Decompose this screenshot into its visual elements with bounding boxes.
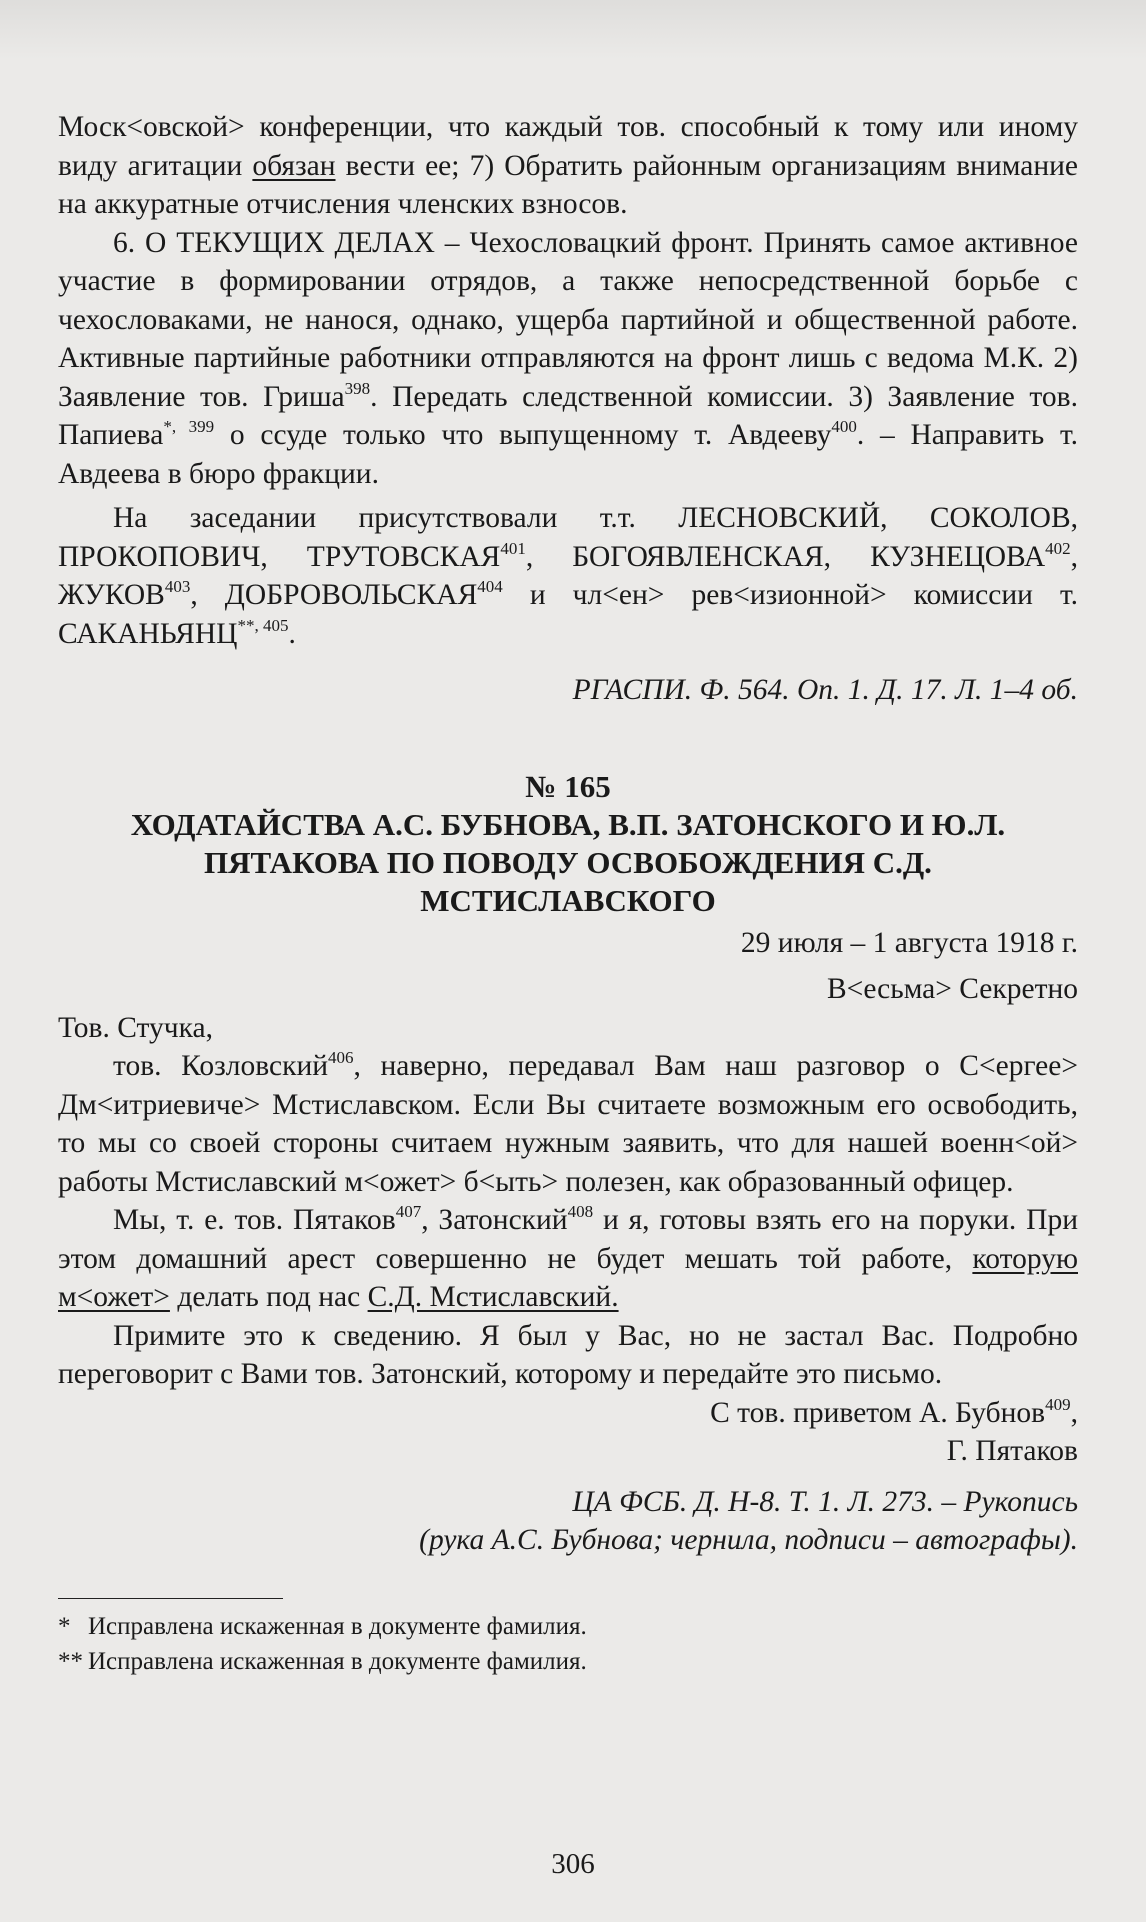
document-title: ХОДАТАЙСТВА А.С. БУБНОВА, В.П. ЗАТОНСКОГО И Ю.Л. ПЯТАКОВА ПО ПОВОДУ ОСВОБОЖДЕНИЯ С.Д. МСТИСЛАВСКОГО [130, 806, 1006, 918]
footnote-ref: *, 399 [163, 417, 215, 436]
footnote-2: ** Исправлена искаженная в документе фамилия. [58, 1647, 587, 1675]
footnote-ref: 403 [164, 577, 191, 596]
footnote-ref: 404 [477, 577, 503, 596]
footnote-ref: 406 [328, 1048, 354, 1067]
letter-paragraph-1: тов. Козловский$^{406}$, наверно, передавал Вам наш разговор о С<ергее> Дм<итриевиче> Мстиславском. Если Вы считаете возможным его освободить, то мы со своей стороны считаем нужным заявить, что для нашей военн<ой> работы Мстиславский м<ожет> б<ыть> полезен, как образованный офицер. [58, 1048, 1078, 1198]
paragraph-current-affairs: 6. О ТЕКУЩИХ ДЕЛАХ – Чехословацкий фронт. Принять самое активное участие в формировании отрядов, а также непосредственной борьбе с чехословаками, не нанося, однако, ущерба партийной и общественной работе. Активные партийные работники отправляются на фронт лишь с ведома М.К. 2) Заявление тов. Гриша$^{398}$. Передать следственной комиссии. 3) Заявление тов. Папиева$^{*, 399}$ о ссуде только что выпущенному т. Авдееву$^{400}$. – Направить т. Авдеева в бюро фракции. [58, 226, 1078, 490]
footnote-ref: 401 [500, 538, 526, 558]
footnote-1: * Исправлена искаженная в документе фамилия. [58, 1612, 587, 1640]
underlined-word: обязан [252, 149, 336, 182]
paragraph-agitation: Моск<овской> конференции, что каждый тов. способный к тому или иному виду агитации обязан вести ее; 7) Обратить районным организациям внимание на аккуратные отчисления членских взносов. [58, 111, 1078, 220]
footnote-divider [58, 1598, 283, 1599]
footnote-ref: 409 [1045, 1394, 1071, 1414]
document-date: 29 июля – 1 августа 1918 г. [740, 926, 1078, 959]
archive-source-2-line1: ЦА ФСБ. Д. Н-8. Т. 1. Л. 273. – Рукопись [572, 1485, 1078, 1518]
page-number: 306 [551, 1848, 595, 1880]
footnote-ref: 398 [344, 378, 371, 398]
archive-source: РГАСПИ. Ф. 564. Оп. 1. Д. 17. Л. 1–4 об. [572, 674, 1078, 706]
signature-pyatakov: Г. Пятаков [946, 1435, 1078, 1467]
footnote-ref: 408 [567, 1202, 594, 1221]
footnote-ref: **, 405 [237, 615, 289, 635]
underlined-phrase: которую м<ожет> [58, 1242, 1078, 1313]
letter-greeting: Тов. Стучка, [58, 1011, 213, 1044]
footnote-ref: 402 [1045, 538, 1071, 558]
letter-paragraph-3: Примите это к сведению. Я был у Вас, но не застал Вас. Подробно переговорит с Вами тов. Затонский, которому и передайте это письмо. [58, 1319, 1078, 1390]
archive-source-2-line2: (рука А.С. Бубнова; чернила, подписи – автографы). [419, 1524, 1078, 1556]
signature-bubnov: С тов. приветом А. Бубнов$^{409}$, [710, 1394, 1078, 1429]
letter-paragraph-2: Мы, т. е. тов. Пятаков$^{407}$, Затонский$^{408}$ и я, готовы взять его на поруки. При этом домашний арест совершенно не будет мешать той работе, которую м<ожет> делать под нас С.Д. Мстиславский. [58, 1202, 1079, 1313]
text-column [58, 108, 1078, 1679]
footnote-ref: 407 [395, 1202, 422, 1221]
document-number: № 165 [525, 768, 611, 804]
underlined-phrase: С.Д. Мстиславский. [367, 1281, 619, 1313]
footnote-ref: 400 [831, 417, 857, 436]
paragraph-attendees: На заседании присутствовали т.т. ЛЕСНОВСКИЙ, СОКОЛОВ, ПРОКОПОВИЧ, ТРУТОВСКАЯ$^{401}$, БОГОЯВЛЕНСКАЯ, КУЗНЕЦОВА$^{402}$, ЖУКОВ$^{403}$, ДОБРОВОЛЬСКАЯ$^{404}$ и чл<ен> рев<изионной> комиссии т. $САКАНЬЯНЦ^{**, 405}$. [58, 502, 1079, 650]
secrecy-mark: В<есьма> Секретно [827, 973, 1078, 1005]
